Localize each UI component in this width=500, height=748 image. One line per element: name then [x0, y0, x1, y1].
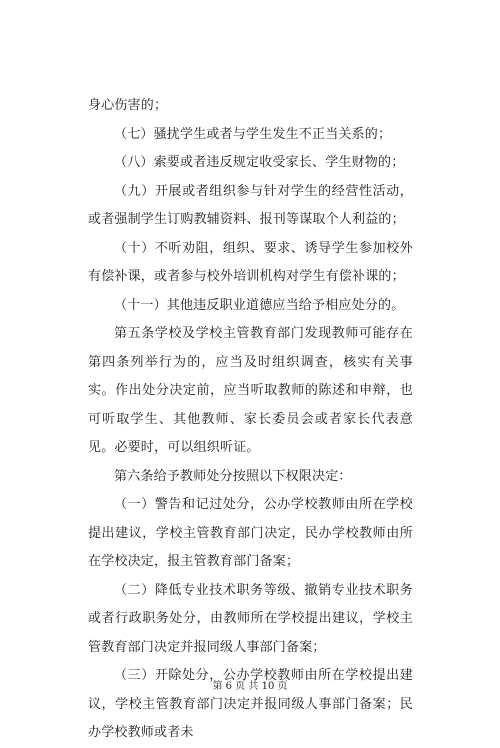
paragraph-article-6: 第六条给予教师处分按照以下权限决定：	[114, 468, 352, 484]
paragraph-article-6-item-3: （三）开除处分，公办学校教师由所在学校提出建议，学校主管教育部门决定并报同级人事部门备案；民办学校教师或者未	[88, 668, 413, 740]
paragraph-article-6-item-2: （二）降低专业技术职务等级、撤销专业技术职务或者行政职务处分，由教师所在学校提出建议，学校主管教育部门决定并报同级人事部门备案；	[88, 582, 413, 655]
page-number-footer: 第 6 页 共 10 页	[212, 681, 288, 692]
paragraph-item-9: （九）开展或者组织参与针对学生的经营性活动，或者强制学生订购教辅资料、报刊等谋取个人利益的；	[88, 183, 413, 227]
paragraph-item-10: （十）不听劝阻，组织、要求、诱导学生参加校外有偿补课，或者参与校外培训机构对学生有偿补课的；	[88, 240, 413, 284]
paragraph-item-8: （八）索要或者违反规定收受家长、学生财物的；	[114, 155, 405, 170]
paragraph-continuation: 身心伤害的；	[88, 98, 168, 113]
paragraph-article-6-item-1: （一）警告和记过处分，公办学校教师由所在学校提出建议，学校主管教育部门决定，民办学校教师由所在学校决定，报主管教育部门备案；	[88, 497, 413, 569]
paragraph-item-11: （十一）其他违反职业道德应当给予相应处分的。	[114, 297, 405, 313]
document-body	[88, 92, 413, 748]
paragraph-item-7: （七）骚扰学生或者与学生发生不正当关系的；	[114, 126, 392, 142]
paragraph-article-5: 第五条学校及学校主管教育部门发现教师可能存在第四条列举行为的，应当及时组织调查，核实有关事实。作出处分决定前，应当听取教师的陈述和申辩，也可听取学生、其他教师、家长委员会或者家长代表意见。必要时，可以组织听证。	[88, 326, 413, 455]
